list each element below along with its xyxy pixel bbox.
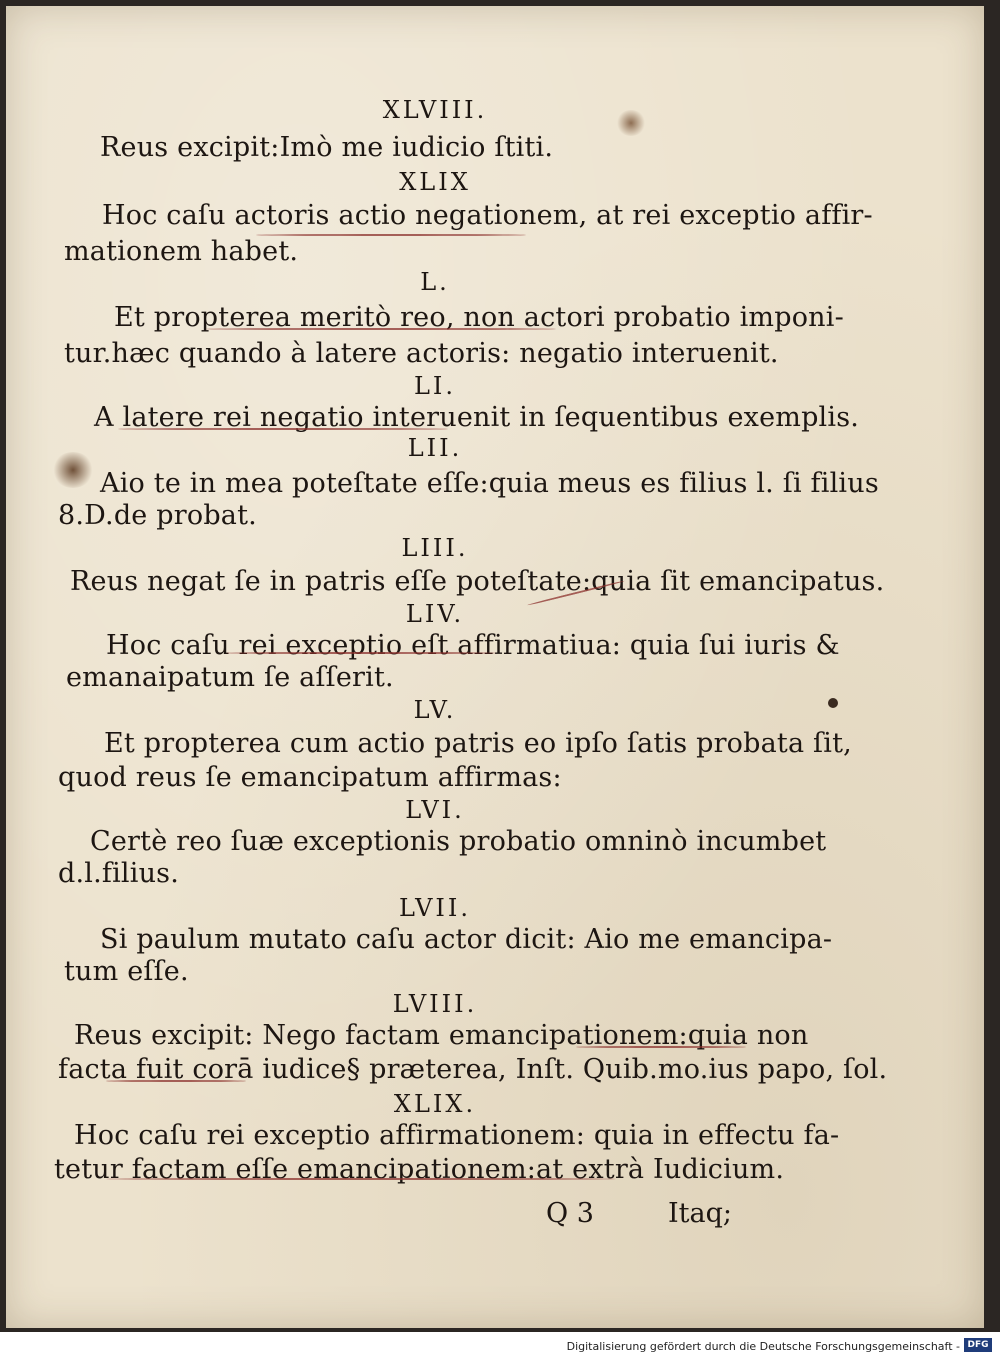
section-number: LIV.	[405, 600, 465, 628]
text-line: Reus negat ſe in patris eſſe poteſtate:quia ſit emancipatus.	[70, 566, 885, 597]
section-number: LI.	[413, 372, 457, 400]
text-line: Certè reo ſuæ exceptionis probatio omninò incumbet	[90, 826, 827, 857]
dfg-logo: DFG	[964, 1338, 992, 1352]
text-line: Hoc caſu rei exceptio eſt affirmatiua: quia ſui iuris &	[106, 630, 840, 661]
section-number: LII.	[407, 434, 463, 462]
section-number: L.	[420, 268, 450, 296]
section-number: LVI.	[405, 796, 465, 824]
text-line: tur.hæc quando à latere actoris: negatio interuenit.	[64, 338, 779, 369]
text-line: quod reus ſe emancipatum affirmas:	[58, 762, 562, 793]
text-line: A latere rei negatio interuenit in ſequentibus exemplis.	[94, 402, 860, 433]
text-line: Et propterea meritò reo, non actori probatio imponi-	[114, 302, 844, 333]
text-line: facta fuit corā iudice§ præterea, Inſt. Quib.mo.ius papo, ſol.	[58, 1054, 888, 1085]
text-line: Aio te in mea poteſtate eſſe:quia meus es filius l. ſi filius	[100, 468, 879, 499]
section-number: LVII.	[398, 894, 471, 922]
ink-underline	[106, 1080, 246, 1082]
catchword: Itaq;	[668, 1198, 732, 1229]
text-line: Reus excipit: Nego factam emancipationem:quia non	[74, 1020, 809, 1051]
ink-underline	[106, 1178, 616, 1180]
section-number: XLIX	[399, 168, 471, 196]
text-line: Si paulum mutato caſu actor dicit: Aio me emancipa-	[100, 924, 833, 955]
section-number: LVIII.	[392, 990, 478, 1018]
text-line: Hoc caſu actoris actio negationem, at rei exceptio affir-	[102, 200, 873, 231]
signature-mark: Q 3	[546, 1198, 594, 1229]
text-line: Reus excipit:Imò me iudicio ſtiti.	[100, 132, 554, 163]
ink-underline	[576, 1046, 746, 1048]
credit-text: Digitalisierung gefördert durch die Deutsche Forschungsgemeinschaft -	[566, 1340, 960, 1353]
book-page	[6, 6, 984, 1328]
text-line: tum eſſe.	[64, 956, 189, 987]
text-line: Hoc caſu rei exceptio affirmationem: quia in effectu fa-	[74, 1120, 840, 1151]
text-line: emanaipatum ſe aſſerit.	[66, 662, 394, 693]
footer-credit-bar	[0, 1334, 1000, 1358]
text-line: d.l.filius.	[58, 858, 180, 889]
section-number: XLVIII.	[382, 96, 488, 124]
section-number: LIII.	[401, 534, 469, 562]
section-number: XLIX.	[393, 1090, 477, 1118]
text-line: tetur factam eſſe emancipationem:at extrà Iudicium.	[54, 1154, 785, 1185]
ink-underline	[206, 328, 556, 330]
text-line: mationem habet.	[64, 236, 299, 267]
ink-underline	[226, 652, 496, 654]
ink-underline	[118, 428, 448, 430]
section-number: LV.	[413, 696, 457, 724]
text-line: 8.D.de probat.	[58, 500, 257, 531]
text-line: Et propterea cum actio patris eo ipſo ſatis probata ſit,	[104, 728, 852, 759]
